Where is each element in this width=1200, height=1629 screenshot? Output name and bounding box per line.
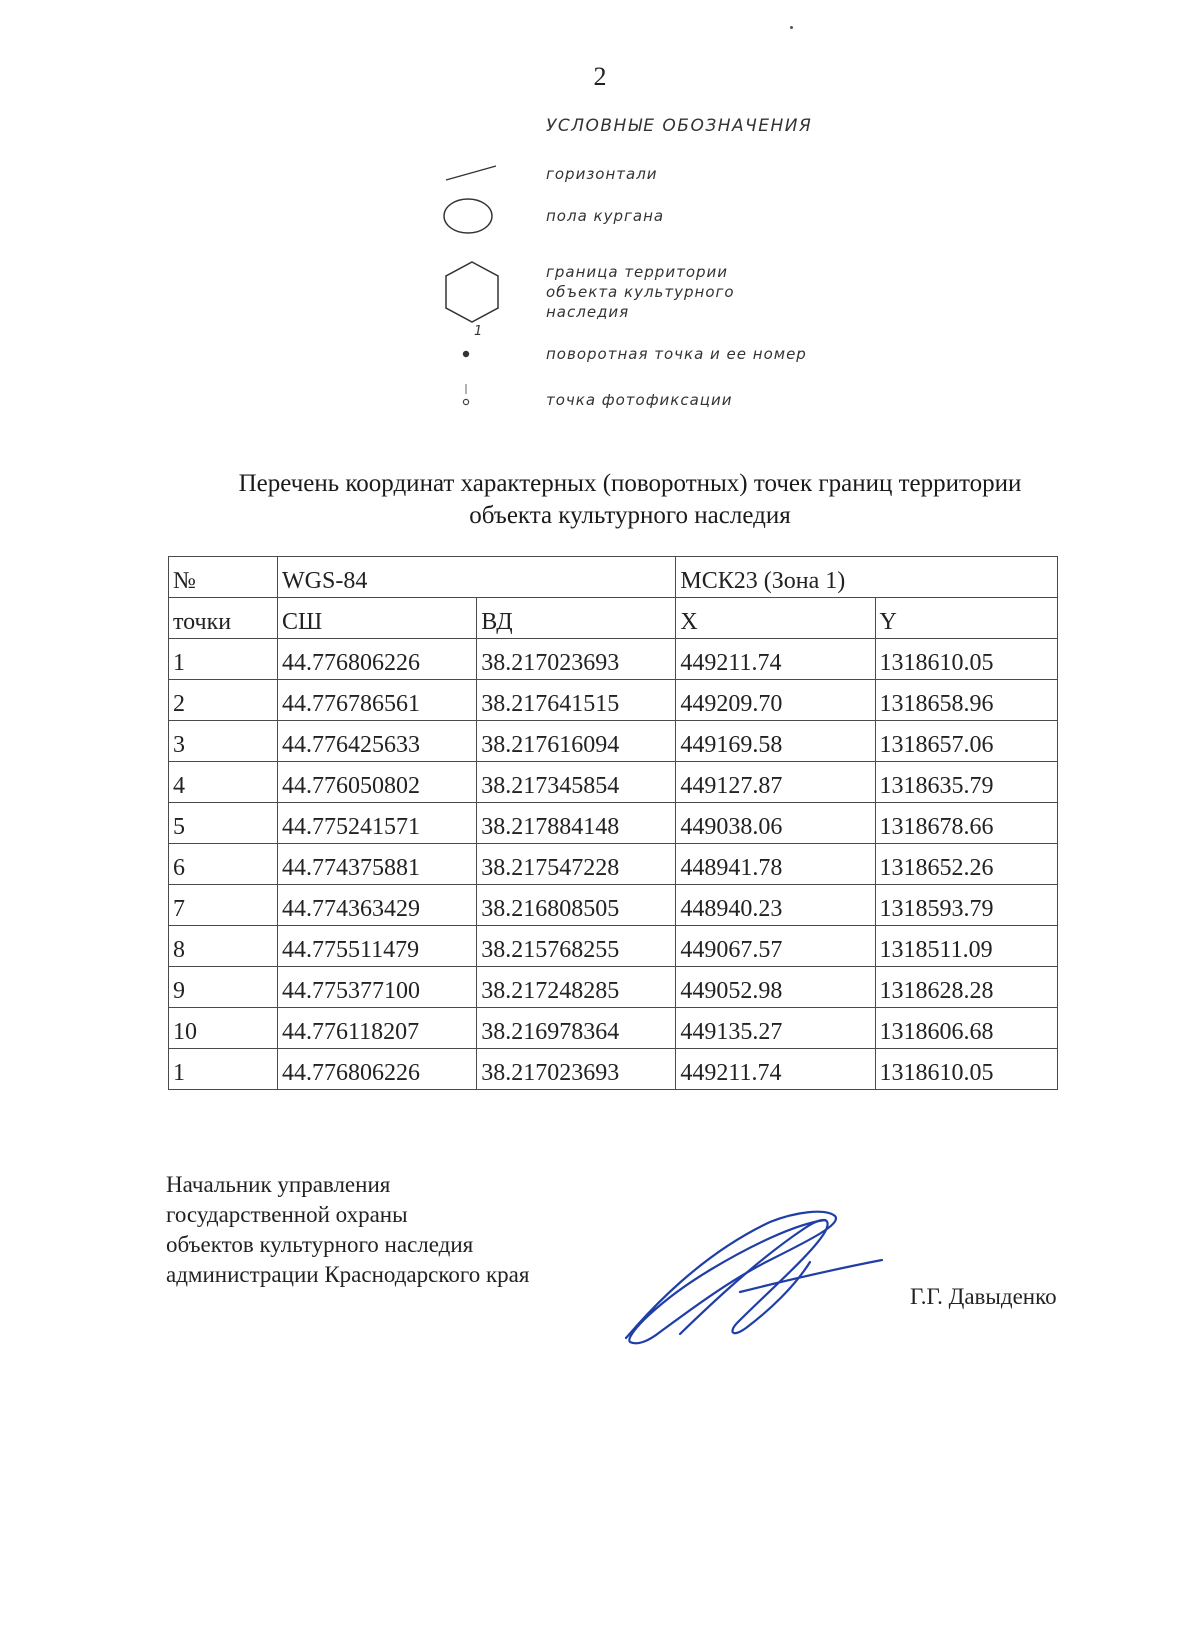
legend xyxy=(440,110,900,440)
table-header-row-1 xyxy=(169,557,1058,598)
latitude-cell: 44.774363429 xyxy=(278,885,477,926)
signatory-position xyxy=(166,1170,529,1290)
latitude-cell: 44.776425633 xyxy=(278,721,477,762)
legend-label-photo-point: точка фотофиксации xyxy=(546,391,733,409)
header-x: X xyxy=(676,598,875,639)
point-number-cell: 9 xyxy=(169,967,278,1008)
signatory-name: Г.Г. Давыденко xyxy=(910,1284,1057,1309)
latitude-cell: 44.776118207 xyxy=(278,1008,477,1049)
longitude-cell: 38.217345854 xyxy=(477,762,676,803)
table-row xyxy=(169,1049,1058,1090)
photo-point-icon xyxy=(458,382,474,410)
table-row xyxy=(169,1008,1058,1049)
table-row xyxy=(169,680,1058,721)
longitude-cell: 38.215768255 xyxy=(477,926,676,967)
position-line-3: объектов культурного наследия xyxy=(166,1232,474,1257)
scan-speck xyxy=(790,26,793,29)
y-coordinate-cell: 1318511.09 xyxy=(875,926,1057,967)
position-line-4: администрации Краснодарского края xyxy=(166,1262,530,1287)
y-coordinate-cell: 1318635.79 xyxy=(875,762,1057,803)
longitude-cell: 38.216978364 xyxy=(477,1008,676,1049)
legend-label-boundary xyxy=(546,262,806,322)
longitude-cell: 38.217023693 xyxy=(477,639,676,680)
longitude-cell: 38.217884148 xyxy=(477,803,676,844)
point-number-cell: 4 xyxy=(169,762,278,803)
latitude-cell: 44.776786561 xyxy=(278,680,477,721)
x-coordinate-cell: 449169.58 xyxy=(676,721,875,762)
table-header-row-2 xyxy=(169,598,1058,639)
x-coordinate-cell: 448941.78 xyxy=(676,844,875,885)
kurgan-floor-ellipse-icon xyxy=(440,194,500,238)
y-coordinate-cell: 1318658.96 xyxy=(875,680,1057,721)
legend-label-turning-point: поворотная точка и ее номер xyxy=(546,345,807,363)
point-number-cell: 1 xyxy=(169,1049,278,1090)
latitude-cell: 44.776806226 xyxy=(278,639,477,680)
point-number-cell: 7 xyxy=(169,885,278,926)
table-row xyxy=(169,803,1058,844)
heading-line-1: Перечень координат характерных (поворотных) точек границ территории xyxy=(238,470,1022,497)
x-coordinate-cell: 449209.70 xyxy=(676,680,875,721)
longitude-cell: 38.216808505 xyxy=(477,885,676,926)
y-coordinate-cell: 1318628.28 xyxy=(875,967,1057,1008)
y-coordinate-cell: 1318610.05 xyxy=(875,639,1057,680)
table-row xyxy=(169,844,1058,885)
y-coordinate-cell: 1318610.05 xyxy=(875,1049,1057,1090)
header-y: Y xyxy=(875,598,1057,639)
point-number-cell: 2 xyxy=(169,680,278,721)
contour-line-icon xyxy=(440,162,500,184)
x-coordinate-cell: 449038.06 xyxy=(676,803,875,844)
page-number: 2 xyxy=(593,62,607,91)
position-line-1: Начальник управления xyxy=(166,1172,391,1197)
latitude-cell: 44.776806226 xyxy=(278,1049,477,1090)
legend-label-kurgan: пола кургана xyxy=(546,207,665,225)
legend-boundary-line-3: наследия xyxy=(546,303,630,321)
y-coordinate-cell: 1318606.68 xyxy=(875,1008,1057,1049)
turning-point-number: 1 xyxy=(474,324,483,339)
x-coordinate-cell: 449127.87 xyxy=(676,762,875,803)
header-latitude: СШ xyxy=(278,598,477,639)
x-coordinate-cell: 448940.23 xyxy=(676,885,875,926)
longitude-cell: 38.217023693 xyxy=(477,1049,676,1090)
table-row xyxy=(169,926,1058,967)
turning-point-icon xyxy=(458,346,474,362)
header-longitude: ВД xyxy=(477,598,676,639)
header-msk23: МСК23 (Зона 1) xyxy=(676,557,1058,598)
x-coordinate-cell: 449052.98 xyxy=(676,967,875,1008)
point-number-cell: 6 xyxy=(169,844,278,885)
legend-title: УСЛОВНЫЕ ОБОЗНАЧЕНИЯ xyxy=(546,116,813,136)
heading-line-2: объекта культурного наследия xyxy=(469,502,791,529)
y-coordinate-cell: 1318593.79 xyxy=(875,885,1057,926)
latitude-cell: 44.775377100 xyxy=(278,967,477,1008)
table-row xyxy=(169,721,1058,762)
x-coordinate-cell: 449135.27 xyxy=(676,1008,875,1049)
x-coordinate-cell: 449067.57 xyxy=(676,926,875,967)
point-number-cell: 1 xyxy=(169,639,278,680)
table-row xyxy=(169,639,1058,680)
y-coordinate-cell: 1318678.66 xyxy=(875,803,1057,844)
latitude-cell: 44.774375881 xyxy=(278,844,477,885)
legend-boundary-line-2: объекта культурного xyxy=(546,283,735,301)
longitude-cell: 38.217616094 xyxy=(477,721,676,762)
latitude-cell: 44.776050802 xyxy=(278,762,477,803)
header-number-top: № xyxy=(169,557,278,598)
handwritten-signature xyxy=(620,1200,900,1350)
position-line-2: государственной охраны xyxy=(166,1202,408,1227)
longitude-cell: 38.217248285 xyxy=(477,967,676,1008)
latitude-cell: 44.775511479 xyxy=(278,926,477,967)
coordinates-table xyxy=(168,556,1058,1090)
legend-label-contours: горизонтали xyxy=(546,165,658,183)
latitude-cell: 44.775241571 xyxy=(278,803,477,844)
table-row xyxy=(169,967,1058,1008)
point-number-cell: 10 xyxy=(169,1008,278,1049)
header-number-bottom: точки xyxy=(169,598,278,639)
x-coordinate-cell: 449211.74 xyxy=(676,1049,875,1090)
territory-boundary-hexagon-icon xyxy=(440,258,504,328)
y-coordinate-cell: 1318657.06 xyxy=(875,721,1057,762)
longitude-cell: 38.217547228 xyxy=(477,844,676,885)
x-coordinate-cell: 449211.74 xyxy=(676,639,875,680)
table-row xyxy=(169,762,1058,803)
longitude-cell: 38.217641515 xyxy=(477,680,676,721)
point-number-cell: 3 xyxy=(169,721,278,762)
coordinates-heading xyxy=(160,468,1100,532)
table-row xyxy=(169,885,1058,926)
y-coordinate-cell: 1318652.26 xyxy=(875,844,1057,885)
point-number-cell: 5 xyxy=(169,803,278,844)
legend-boundary-line-1: граница территории xyxy=(546,263,729,281)
point-number-cell: 8 xyxy=(169,926,278,967)
header-wgs84: WGS-84 xyxy=(278,557,676,598)
